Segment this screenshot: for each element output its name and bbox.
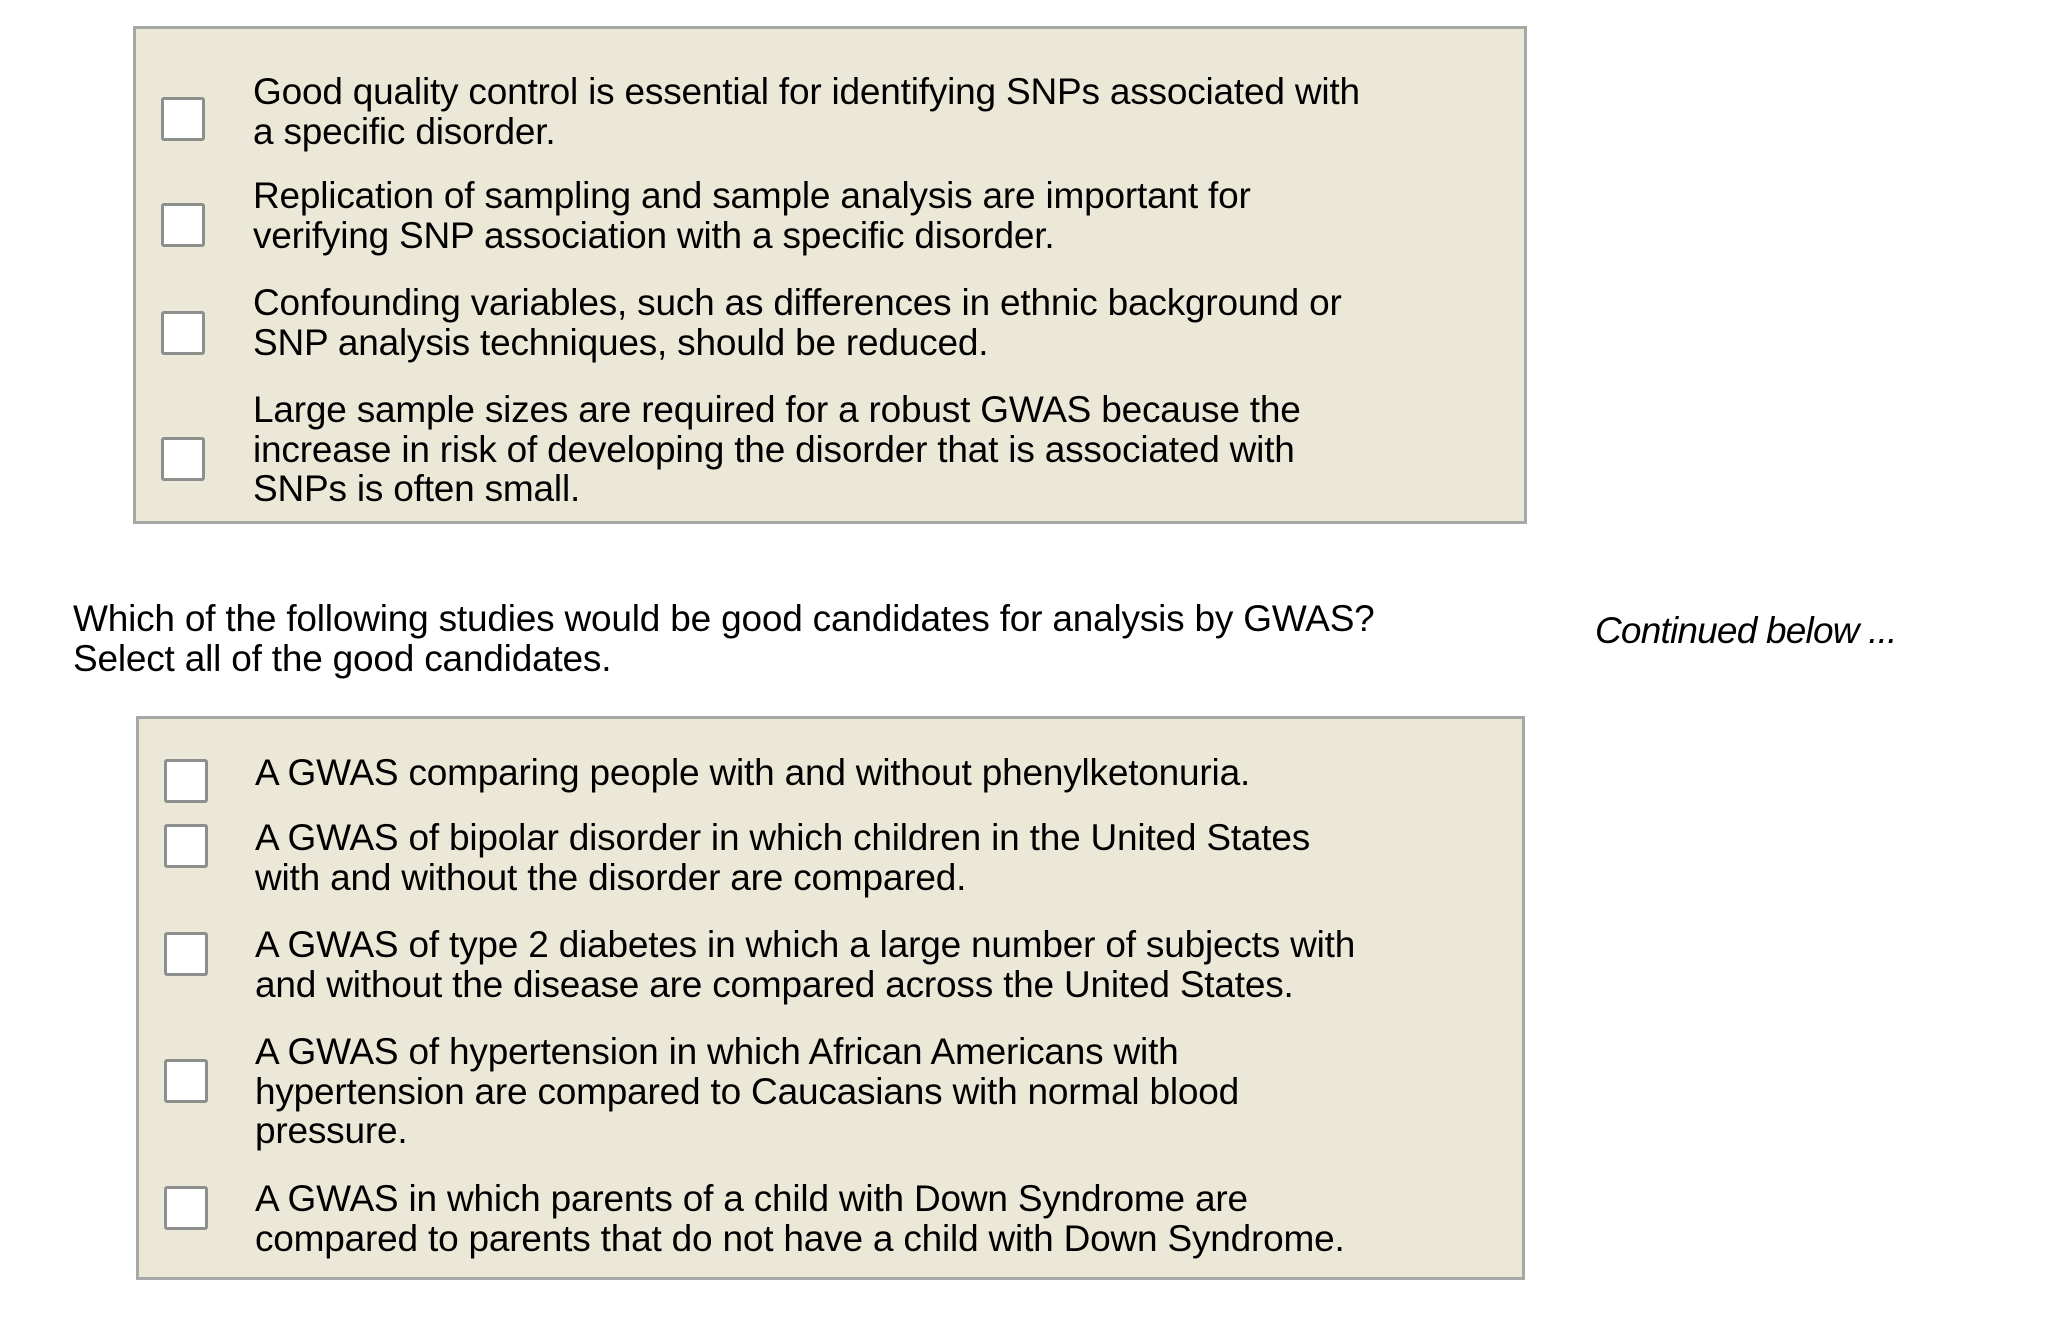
- checkbox[interactable]: [164, 759, 208, 803]
- answer-group-2: [136, 716, 1525, 1280]
- option-label: A GWAS of hypertension in which African Americans with hypertension are compared to Caucasians with normal blood pressure.: [255, 1031, 1240, 1151]
- checkbox[interactable]: [161, 97, 205, 141]
- checkbox[interactable]: [164, 932, 208, 976]
- checkbox[interactable]: [164, 1186, 208, 1230]
- option-label: Confounding variables, such as differences in ethnic background or SNP analysis techniques, should be reduced.: [253, 282, 1342, 363]
- option-label: A GWAS of bipolar disorder in which children in the United States with and without the disorder are compared.: [255, 817, 1311, 898]
- answer-group-1: [133, 26, 1527, 524]
- option-label: Large sample sizes are required for a robust GWAS because the increase in risk of developing the disorder that is associated with SNPs is often small.: [253, 389, 1301, 509]
- checkbox[interactable]: [164, 1059, 208, 1103]
- checkbox[interactable]: [164, 824, 208, 868]
- option-label: Good quality control is essential for identifying SNPs associated with a specific disorder.: [253, 71, 1360, 152]
- option-label: A GWAS comparing people with and without phenylketonuria.: [255, 752, 1251, 793]
- option-label: A GWAS in which parents of a child with Down Syndrome are compared to parents that do not have a child with Down Syndrome.: [255, 1178, 1345, 1259]
- continued-note: Continued below ...: [1595, 610, 1897, 651]
- option-label: A GWAS of type 2 diabetes in which a large number of subjects with and without the disease are compared across the United States.: [255, 924, 1356, 1005]
- checkbox[interactable]: [161, 437, 205, 481]
- question-text: Which of the following studies would be good candidates for analysis by GWAS? Select all of the good candidates.: [73, 598, 1375, 679]
- checkbox[interactable]: [161, 203, 205, 247]
- checkbox[interactable]: [161, 311, 205, 355]
- option-label: Replication of sampling and sample analysis are important for verifying SNP association with a specific disorder.: [253, 175, 1251, 256]
